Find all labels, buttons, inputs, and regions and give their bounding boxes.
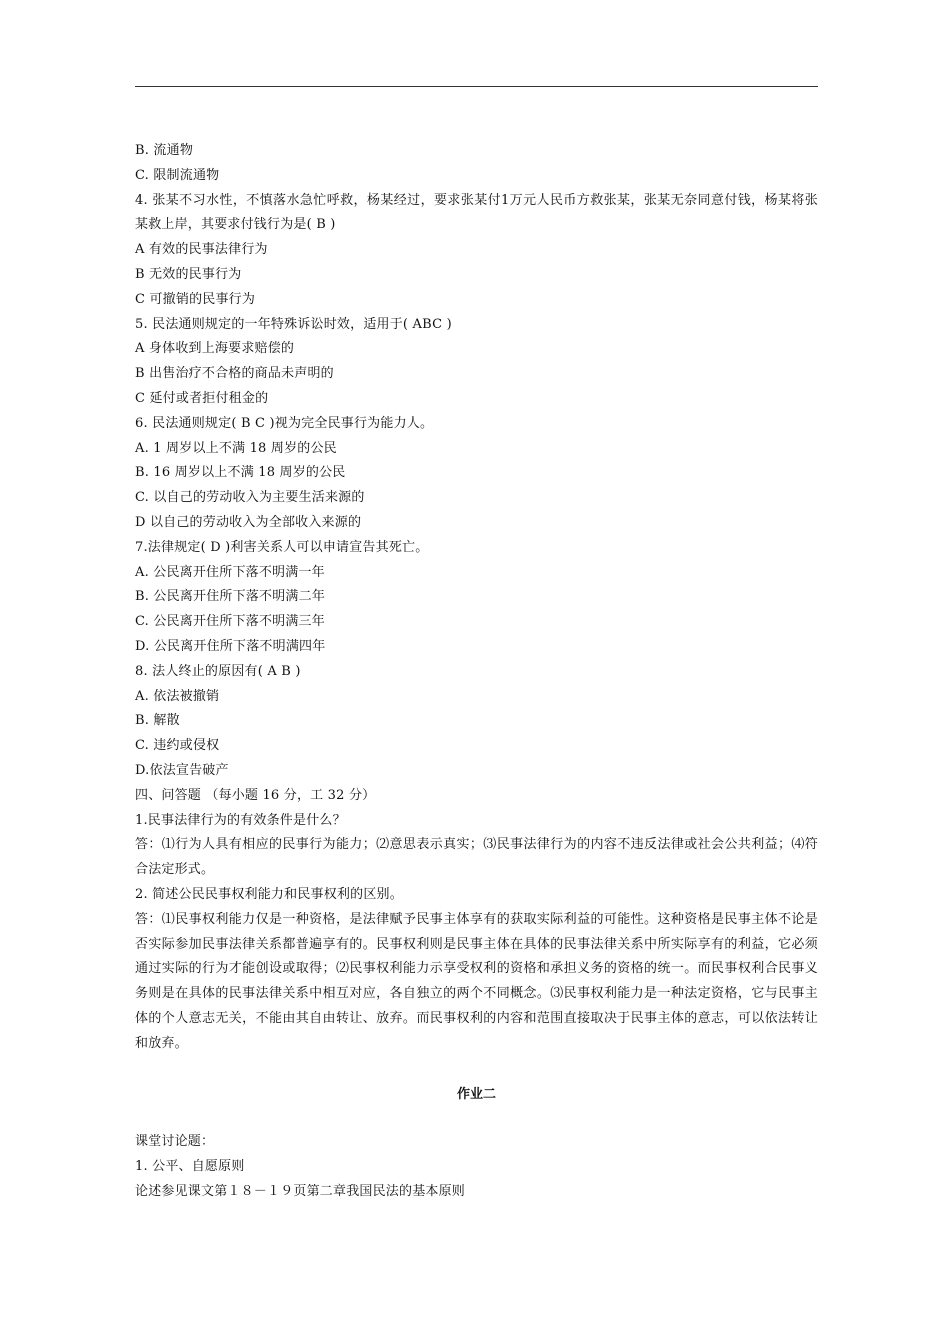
text-line: A. 公民离开住所下落不明满一年 — [135, 564, 325, 580]
text-line: A 有效的民事法律行为 — [135, 242, 268, 258]
text-line: B 无效的民事行为 — [135, 266, 242, 282]
document-body — [135, 139, 818, 1056]
text-line: C. 限制流通物 — [135, 167, 220, 183]
section-title: 作业二 — [456, 1087, 496, 1102]
text-line: B. 16 周岁以上不满 18 周岁的公民 — [135, 465, 346, 481]
text-line: A. 依法被撤销 — [135, 688, 220, 704]
question-8: 8. 法人终止的原因有( A B ) — [135, 663, 301, 679]
question-5: 5. 民法通则规定的一年特殊诉讼时效，适用于( ABC ) — [135, 316, 452, 332]
text-line: D 以自己的劳动收入为全部收入来源的 — [135, 514, 362, 530]
text-line: B. 流通物 — [135, 143, 194, 158]
question-4: 4. 张某不习水性，不慎落水急忙呼救，杨某经过，要求张某付1万元人民币方救张某，张某无奈同意付钱，杨某将张某救上岸，其要求付钱行为是( B ) — [135, 192, 818, 233]
text-line: C. 公民离开住所下落不明满三年 — [135, 614, 325, 630]
text-line: A 身体收到上海要求赔偿的 — [135, 341, 295, 357]
header-rule — [135, 86, 818, 87]
text-line: C. 违约或侵权 — [135, 738, 220, 754]
text-line: 课堂讨论题： — [135, 1134, 215, 1149]
essay-answer-2: 答：⑴民事权利能力仅是一种资格，是法律赋予民事主体享有的获取实际利益的可能性。这种资格是民事主体不论是否实际参加民事法律关系都普遍享有的。民事权利则是民事主体在具体的民事法律关系中所实际享有的利益，它必须通过实际的行为才能创设或取得；⑵民事权利能力示享受权利的资格和承担义务的资格的统一。而民事权利合民事义务则是在具体的民事法律关系中相互对应，各自独立的两个不同概念。⑶民事权利能力是一种法定资格，它与民事主体的个人意志无关，不能由其自由转让、放弃。而民事权利的内容和范围直接取决于民事主体的意志，可以依法转让和放弃。 — [135, 911, 818, 1051]
essay-question-2: 2. 简述公民民事权利能力和民事权利的区别。 — [135, 886, 403, 902]
essay-question-1: 1.民事法律行为的有效条件是什么？ — [135, 812, 346, 828]
text-line: C. 以自己的劳动收入为主要生活来源的 — [135, 490, 365, 506]
text-line: D. 公民离开住所下落不明满四年 — [135, 638, 326, 654]
section-heading-4: 四、问答题 （每小题 16 分，工 32 分） — [135, 787, 376, 803]
question-6: 6. 民法通则规定( B C )视为完全民事行为能力人。 — [135, 415, 434, 431]
text-line: A. 1 周岁以上不满 18 周岁的公民 — [135, 440, 337, 456]
text-line: 论述参见课文第１８－１９页第二章我国民法的基本原则 — [135, 1183, 466, 1199]
text-line: B. 解散 — [135, 713, 180, 729]
text-line: 1. 公平、自愿原则 — [135, 1158, 245, 1174]
essay-answer-1: 答：⑴行为人具有相应的民事行为能力；⑵意思表示真实；⑶民事法律行为的内容不违反法律或社会公共利益；⑷符合法定形式。 — [135, 837, 818, 878]
text-line: B. 公民离开住所下落不明满二年 — [135, 589, 326, 605]
text-line: C 可撤销的民事行为 — [135, 291, 256, 307]
text-line: B 出售治疗不合格的商品未声明的 — [135, 366, 334, 382]
question-7: 7.法律规定( D )利害关系人可以申请宣告其死亡。 — [135, 539, 429, 555]
discussion-block — [135, 1130, 818, 1204]
text-line: D.依法宣告破产 — [135, 762, 229, 778]
text-line: C 延付或者拒付租金的 — [135, 390, 269, 406]
